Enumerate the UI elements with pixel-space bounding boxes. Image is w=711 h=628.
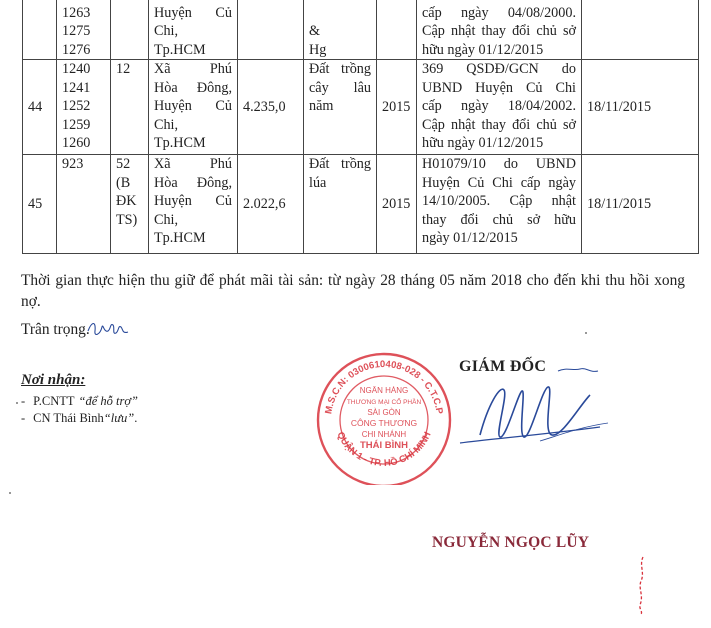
stt-cell: 44 xyxy=(23,60,57,155)
map-sheet-cell-line: 12 xyxy=(116,61,131,77)
recipient-end: . xyxy=(134,411,138,425)
map-sheet-cell xyxy=(111,155,149,254)
date-cell: 18/11/2015 xyxy=(582,155,699,254)
stamp-ring-text: M.S.C.N: 0300610408-028 - C.T.C.P xyxy=(323,358,445,415)
address-cell-line: Tp.HCM xyxy=(154,230,206,246)
year-cell: 2015 xyxy=(377,60,417,155)
address-cell-line: Huyện Củ xyxy=(154,98,232,114)
parcel-number-cell-line: 1241 xyxy=(62,79,91,96)
initials-signature xyxy=(86,317,130,341)
recipient-name: P.CNTT xyxy=(33,394,75,408)
director-title: GIÁM ĐỐC xyxy=(459,358,547,375)
stamp-bottom-text: QUẬN 1 - TP. HỒ CHÍ MINH xyxy=(334,430,434,470)
scan-speck xyxy=(9,492,11,494)
certificate-cell xyxy=(417,60,582,155)
parcel-number-cell-line: 1275 xyxy=(62,23,91,39)
date-cell: 18/11/2015 xyxy=(582,60,699,155)
address-cell-line: Tp.HCM xyxy=(154,41,206,58)
parcel-number-cell-line: 1252 xyxy=(62,98,91,114)
land-use-cell-line: năm xyxy=(309,98,334,114)
parcel-number-cell xyxy=(57,60,111,155)
certificate-cell-line: Cập nhật thay đổi chủ sở xyxy=(422,23,576,39)
map-sheet-cell-line: 52 xyxy=(116,156,131,172)
map-sheet-cell xyxy=(111,60,149,155)
certificate-cell-line: UBND Huyện Củ Chi xyxy=(422,79,576,96)
address-cell-line: Chi, xyxy=(154,211,179,228)
land-use-cell xyxy=(304,60,377,155)
recipient-item xyxy=(21,411,137,426)
address-cell-line: Huyện Củ xyxy=(154,4,232,21)
address-cell-line: Hòa Đông, xyxy=(154,174,232,191)
table-row xyxy=(23,155,699,254)
certificate-cell-line: ngày 01/12/2015 xyxy=(422,230,518,246)
land-use-cell-line: lúa xyxy=(309,174,327,191)
land-use-cell-line: cây lâu xyxy=(309,79,371,96)
certificate-cell-line: Cập nhật thay đổi chủ sở xyxy=(422,116,576,133)
land-use-cell-line: Hg xyxy=(309,41,327,58)
address-cell-line: Hòa Đông, xyxy=(154,79,232,96)
address-cell-line: Chi, xyxy=(154,116,179,133)
table-body xyxy=(23,0,699,254)
certificate-cell-line: hữu ngày 01/12/2015 xyxy=(422,41,544,58)
parcel-number-cell xyxy=(57,0,111,60)
certificate-cell-line: H01079/10 do UBND xyxy=(422,156,576,172)
stamp-inner-line: NGÂN HÀNG xyxy=(359,386,409,395)
area-cell: 4.235,0 xyxy=(238,60,304,155)
address-cell-line: Tp.HCM xyxy=(154,135,206,151)
recipient-item xyxy=(21,394,138,409)
certificate-cell-line: thay đổi chủ sở hữu xyxy=(422,211,576,228)
certificate-cell-line: cấp ngày 18/04/2002. xyxy=(422,98,576,114)
stamp-inner-line: THƯƠNG MẠI CỔ PHẦN xyxy=(346,399,422,406)
bank-stamp xyxy=(309,345,459,485)
recipient-bullet: - xyxy=(21,411,26,425)
parcel-number-cell-line: 1260 xyxy=(62,135,91,151)
address-cell-line: Xã Phú xyxy=(154,61,232,77)
certificate-cell-line: hữu ngày 01/12/2015 xyxy=(422,135,544,151)
parcel-number-cell-line: 1263 xyxy=(62,4,91,21)
address-cell-line: Xã Phú xyxy=(154,156,232,172)
parcel-number-cell-line: 1276 xyxy=(62,41,91,58)
certificate-cell xyxy=(417,155,582,254)
closing-text: Trân trọng. xyxy=(21,321,90,338)
margin-red-mark xyxy=(631,555,653,615)
table-row xyxy=(23,60,699,155)
area-cell: 2.022,6 xyxy=(238,155,304,254)
stamp-inner-line: CÔNG THƯƠNG xyxy=(350,418,418,428)
parcel-number-cell-line: 923 xyxy=(62,156,84,172)
recipient-name: CN Thái Bình xyxy=(33,411,104,425)
recipient-bullet: - xyxy=(21,394,26,408)
land-use-cell xyxy=(304,155,377,254)
land-use-cell xyxy=(304,0,377,60)
director-signature xyxy=(440,365,610,455)
date-cell xyxy=(582,0,699,60)
map-sheet-cell-line: (B xyxy=(116,174,131,191)
address-cell-line: Huyện Củ xyxy=(154,193,232,209)
stamp-inner-line: THÁI BÌNH xyxy=(359,440,409,451)
stamp-inner-line: CHI NHÁNH xyxy=(361,430,407,439)
recipient-note: “để hỗ trợ” xyxy=(78,394,138,408)
certificate-cell-line: 14/10/2005. Cập nhật xyxy=(422,193,576,209)
stamp-inner-line: SÀI GÒN xyxy=(367,408,401,417)
land-use-cell-line: & xyxy=(309,23,321,39)
stt-cell: 45 xyxy=(23,155,57,254)
year-cell: 2015 xyxy=(377,155,417,254)
scan-speck xyxy=(585,332,587,334)
parcel-number-cell-line: 1259 xyxy=(62,116,91,133)
address-cell-line: Chi, xyxy=(154,23,179,39)
certificate-cell-line: cấp ngày 04/08/2000. xyxy=(422,4,576,21)
land-use-cell-line: Đất trồng xyxy=(309,156,371,172)
land-use-cell-line: Đất trồng xyxy=(309,61,371,77)
address-cell xyxy=(149,0,238,60)
year-cell xyxy=(377,0,417,60)
map-sheet-cell-line: TS) xyxy=(116,211,138,228)
certificate-cell xyxy=(417,0,582,60)
map-sheet-cell xyxy=(111,0,149,60)
signer-name: NGUYỄN NGỌC LŨY xyxy=(432,534,590,551)
parcel-number-cell-line: 1240 xyxy=(62,61,91,77)
recipients-title: Nơi nhận: xyxy=(21,372,86,388)
recipient-note: “lưu” xyxy=(103,411,135,425)
scan-speck xyxy=(16,402,18,404)
certificate-cell-line: 369 QSDĐ/GCN do xyxy=(422,61,576,77)
execution-period-paragraph: Thời gian thực hiện thu giữ để phát mãi tài sản: từ ngày 28 tháng 05 năm 2018 cho đến khi thu hồi xong nợ. xyxy=(21,272,685,310)
certificate-cell-line: Huyện Củ Chi cấp ngày xyxy=(422,174,576,191)
parcel-number-cell xyxy=(57,155,111,254)
table-row xyxy=(23,0,699,60)
area-cell xyxy=(238,0,304,60)
address-cell xyxy=(149,155,238,254)
map-sheet-cell-line: ĐK xyxy=(116,193,137,209)
address-cell xyxy=(149,60,238,155)
stt-cell xyxy=(23,0,57,60)
land-parcel-table xyxy=(22,0,699,254)
